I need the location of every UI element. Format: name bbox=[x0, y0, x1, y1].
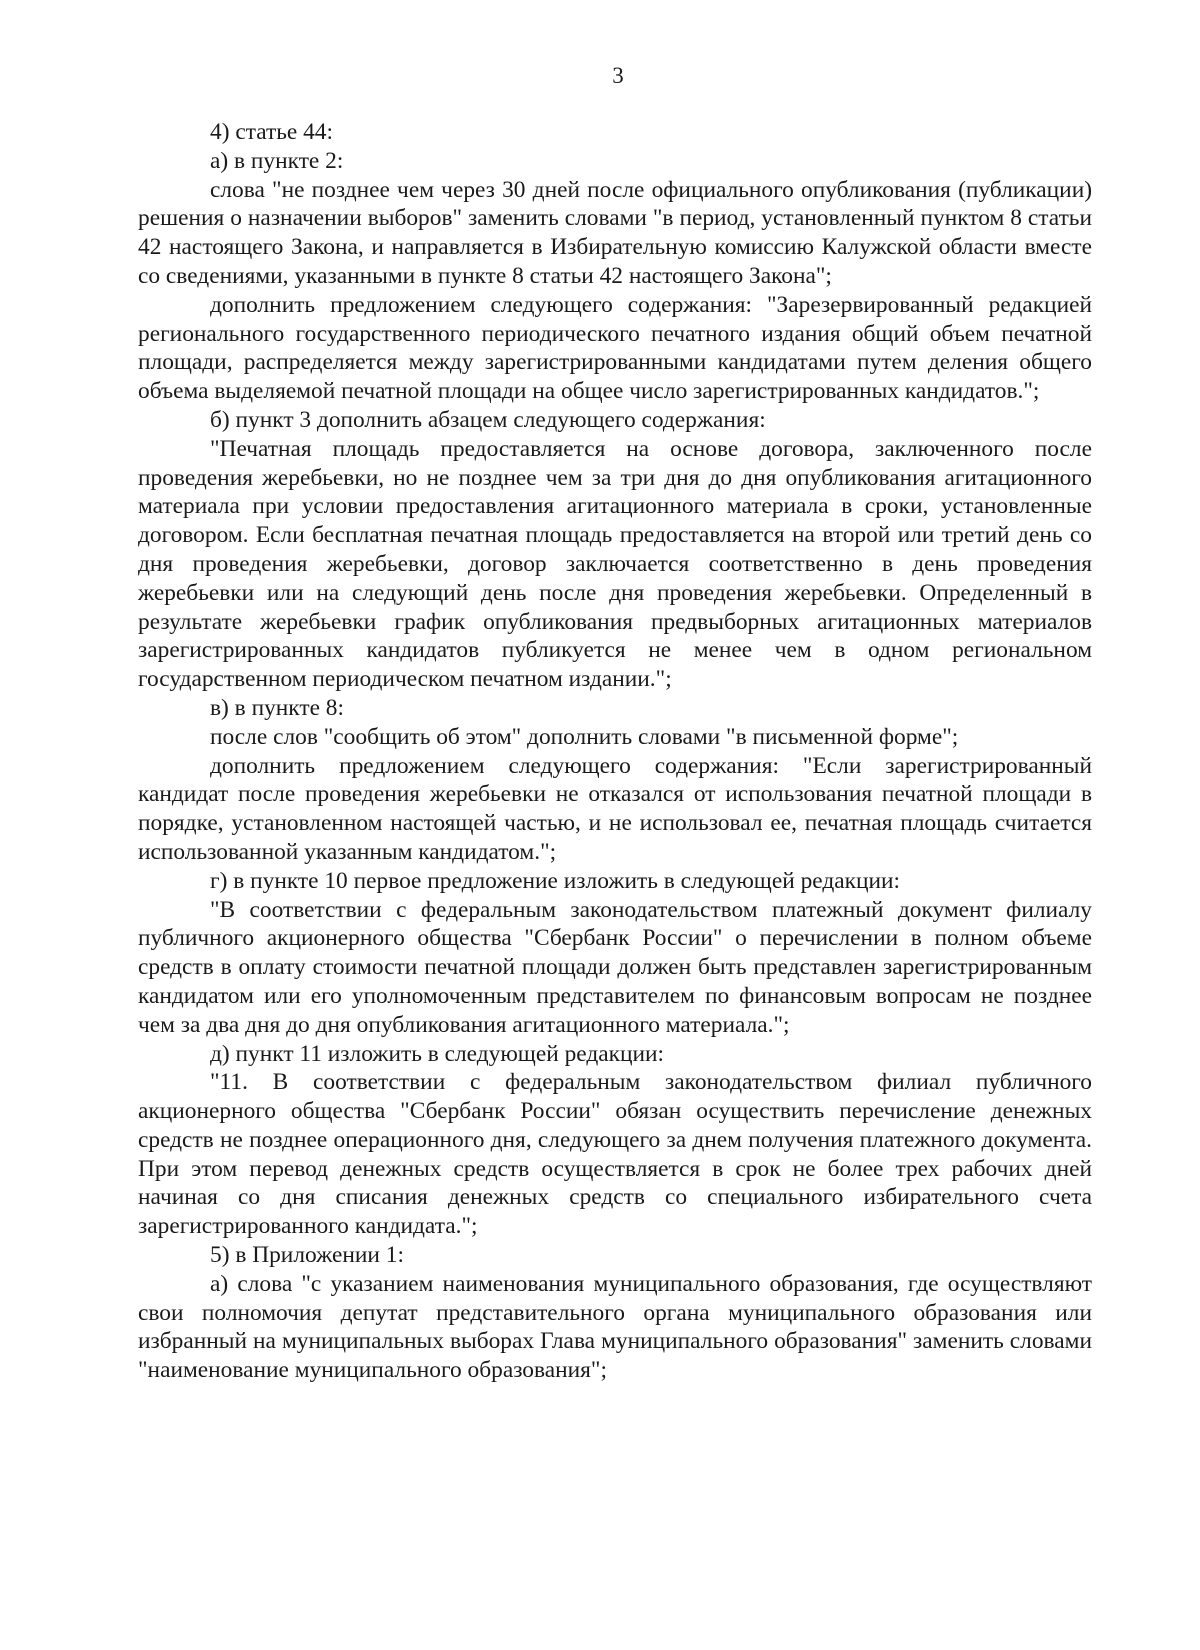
paragraph-appendix-1: 5) в Приложении 1: bbox=[210, 1242, 404, 1269]
paragraph-words-replacement: слова "не позднее чем через 30 дней после официального опубликования (публикации) решения о назначении выборов" заменить словами "в период, установленный пунктом 8 статьи 42 настоящего Закона, и направляется в Избирательную комиссию Калужской области вместе со сведениями, указанными в пункте 8 статьи 42 настоящего Закона"; bbox=[138, 176, 1092, 289]
paragraph-subitem-d-point-11: д) пункт 11 изложить в следующей редакции: bbox=[210, 1040, 665, 1067]
paragraph-subitem-a-appendix-words: а) слова "с указанием наименования муниципального образования, где осуществляют свои полномочия депутат представительного органа муниципального образования или избранный на муниципальных выборах Глава муниципального образования" заменить словами "наименование муниципального образования"; bbox=[138, 1270, 1092, 1384]
page-number: 3 bbox=[612, 63, 624, 88]
paragraph-print-area-contract: "Печатная площадь предоставляется на основе договора, заключенного после проведения жеребьевки, но не позднее чем за три дня до дня опубликования агитационного материала при условии предоставления агитационного материала в сроки, установленные договором. Если бесплатная печатная площадь предоставляется на второй или третий день со дня проведения жеребьевки, договор заключается соответственно в день проведения жеребьевки или на следующий день после дня проведения жеребьевки. Определенный в результате жеребьевки график опубликования предвыборных агитационных материалов зарегистрированных кандидатов публикуется не менее чем в одном региональном государственном периодическом печатном издании."; bbox=[138, 435, 1092, 693]
paragraph-article-44: 4) статье 44: bbox=[210, 119, 334, 145]
paragraph-point-11-text: "11. В соответствии с федеральным законодательством филиал публичного акционерного общества "Сбербанк России" обязан осуществить перечисление денежных средств не позднее операционного дня, следующего за днем получения платежного документа. При этом перевод денежных средств осуществляется в срок не более трех рабочих дней начиная со дня списания денежных средств со специального избирательного счета зарегистрированного кандидата."; bbox=[138, 1069, 1092, 1240]
paragraph-written-form: после слов "сообщить об этом" дополнить словами "в письменной форме"; bbox=[210, 723, 959, 750]
paragraph-subitem-b-point-3: б) пункт 3 дополнить абзацем следующего содержания: bbox=[210, 406, 766, 433]
paragraph-subitem-a-point-2: а) в пункте 2: bbox=[210, 147, 344, 174]
paragraph-subitem-v-point-8: в) в пункте 8: bbox=[210, 694, 345, 721]
document-body bbox=[138, 118, 1092, 1385]
paragraph-add-sentence-reserved-area: дополнить предложением следующего содержания: "Зарезервированный редакцией регионального государственного периодического печатного издания общий объем печатной площади, распределяется между зарегистрированными кандидатами путем деления общего объема выделяемой печатной площади на общее число зарегистрированных кандидатов."; bbox=[138, 291, 1092, 405]
paragraph-subitem-g-point-10: г) в пункте 10 первое предложение изложить в следующей редакции: bbox=[210, 867, 901, 894]
paragraph-add-sentence-unused-area: дополнить предложением следующего содержания: "Если зарегистрированный кандидат после проведения жеребьевки не отказался от использования печатной площади в порядке, установленном настоящей частью, и не использовал ее, печатная площадь считается использованной указанным кандидатом."; bbox=[138, 752, 1092, 865]
paragraph-payment-document: "В соответствии с федеральным законодательством платежный документ филиалу публичного акционерного общества "Сбербанк России" о перечислении в полном объеме средств в оплату стоимости печатной площади должен быть представлен зарегистрированным кандидатом или его уполномоченным представителем по финансовым вопросам не позднее чем за два дня до дня опубликования агитационного материала."; bbox=[138, 896, 1092, 1038]
